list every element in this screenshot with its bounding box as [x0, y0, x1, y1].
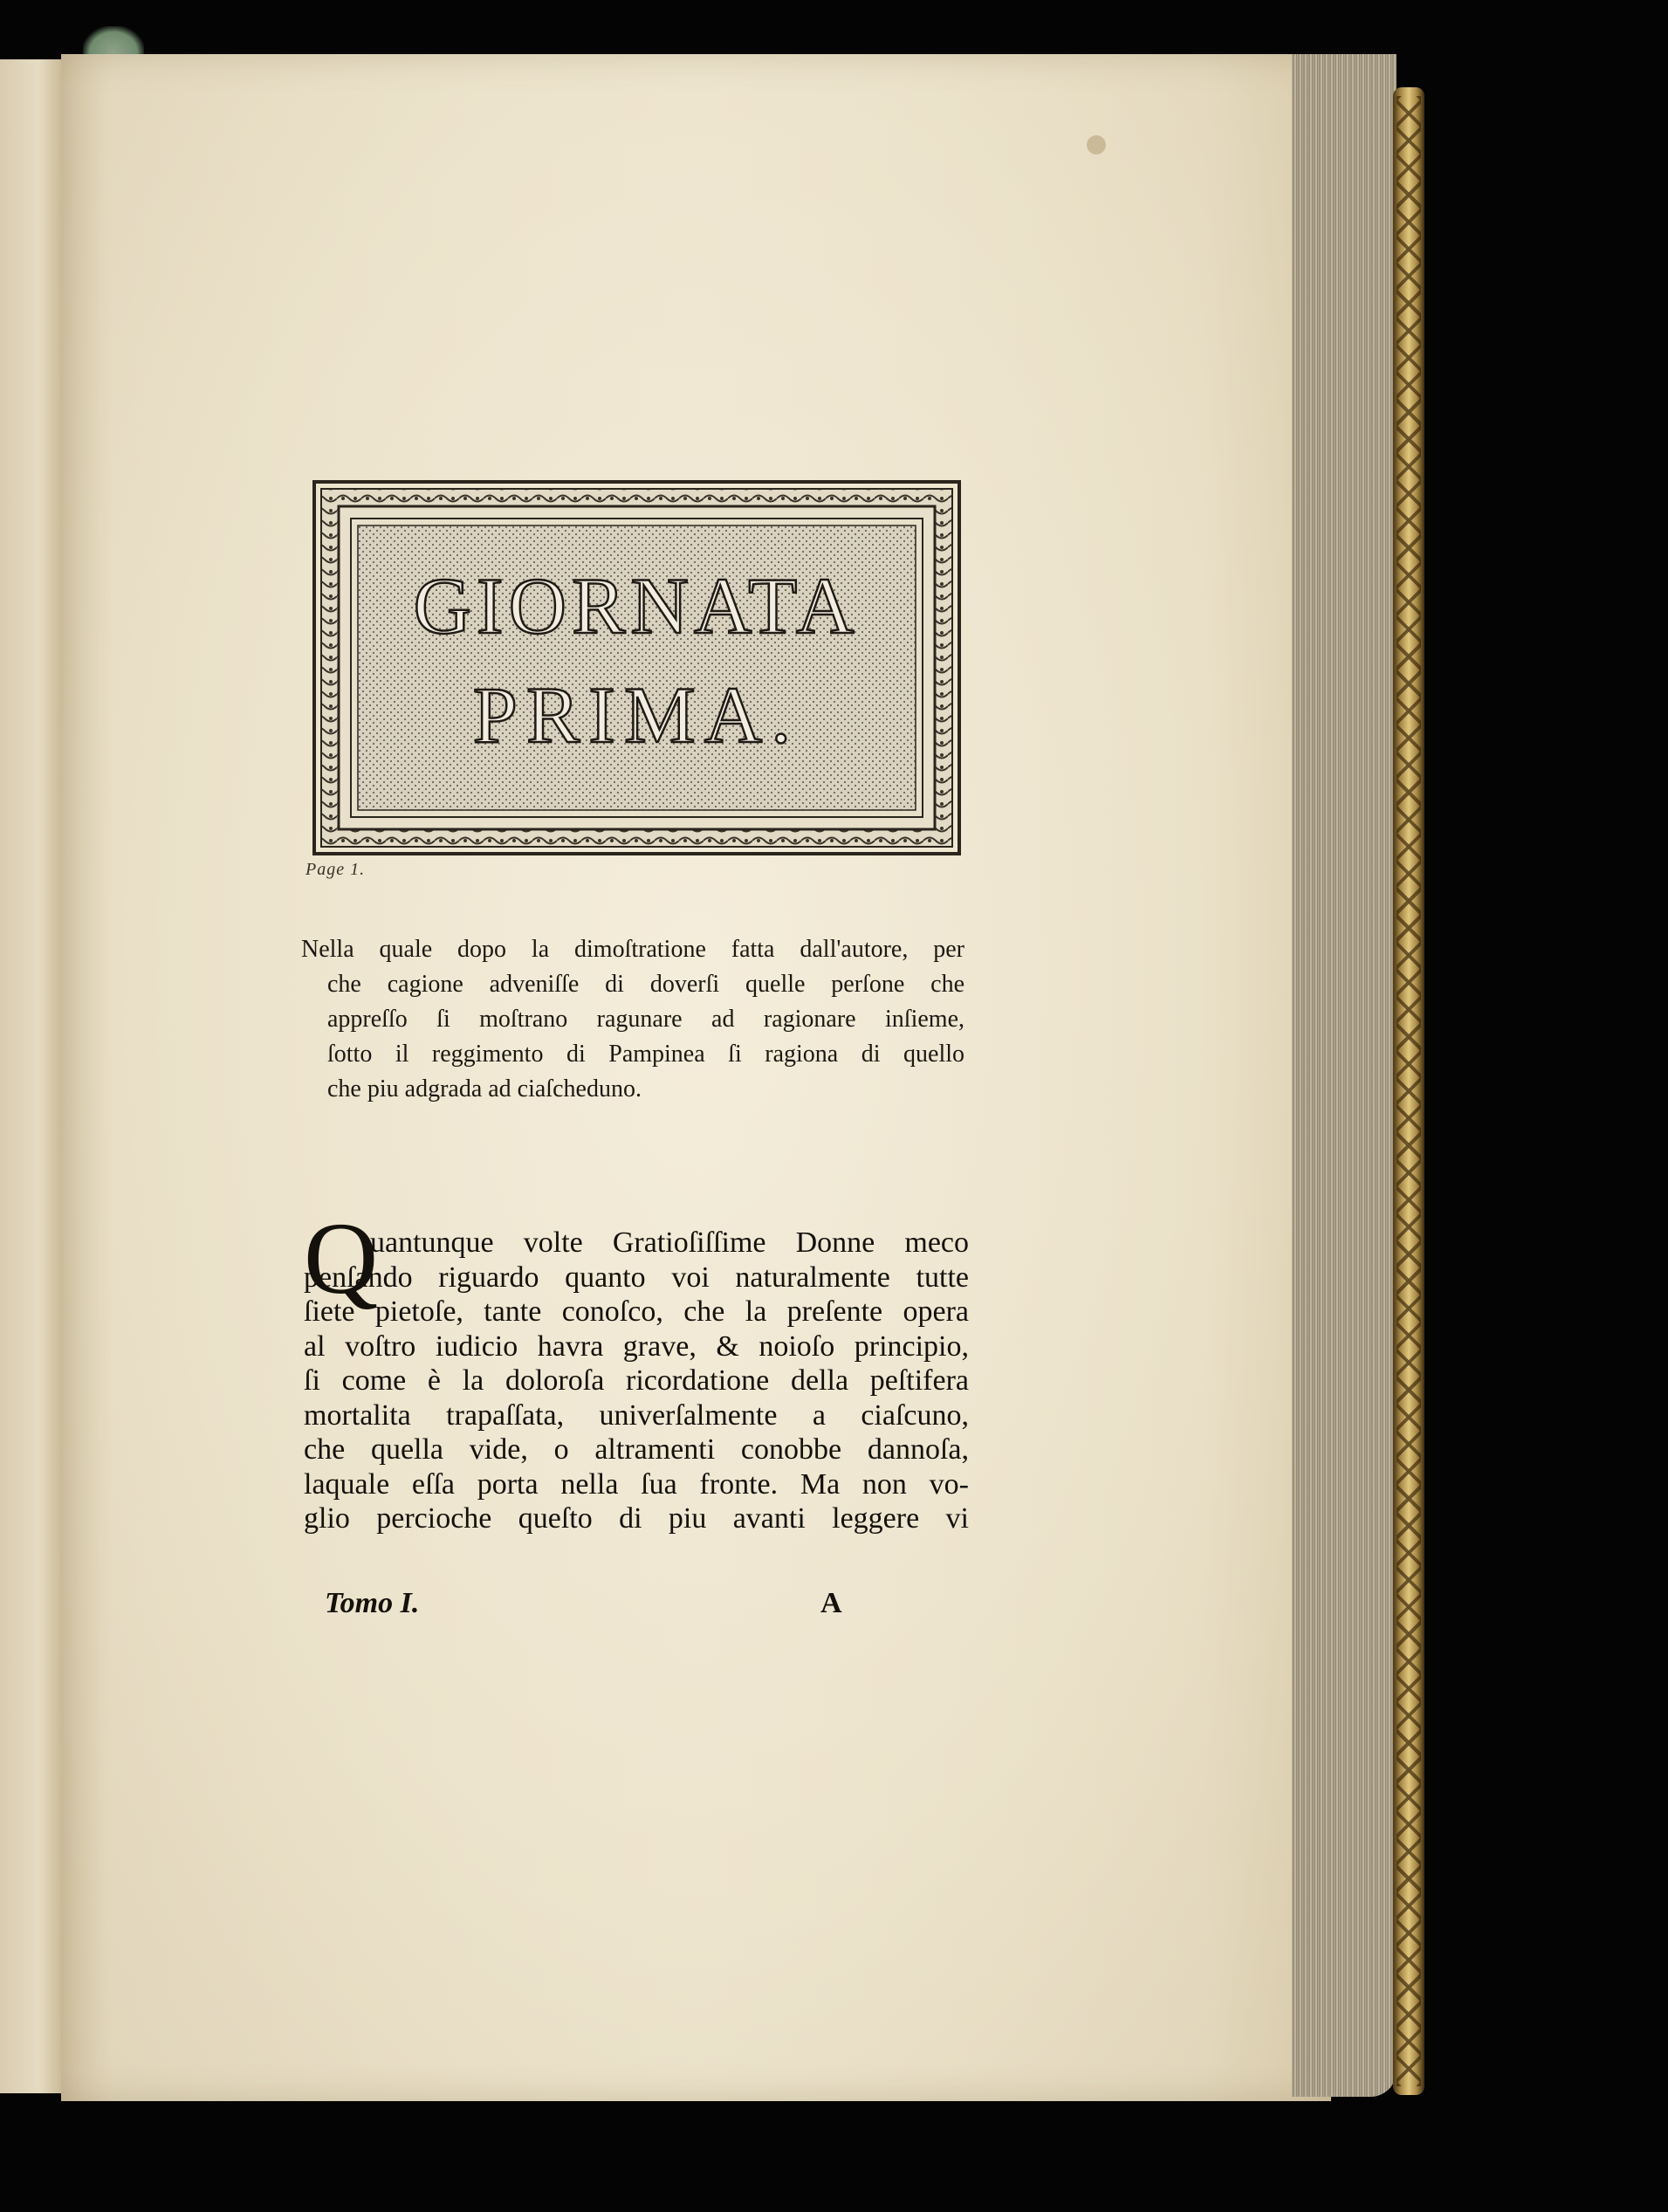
argument-line: Nella quale dopo la dimoſtratione fatta dall'autore, per	[301, 936, 964, 963]
body-line: ſiete pietoſe, tante conoſco, che la preſente opera	[304, 1295, 969, 1328]
argument-line: che piu adgrada ad ciaſcheduno.	[327, 1075, 642, 1103]
body-line: uantunque volte Gratioſiſſime Donne meco	[370, 1226, 969, 1259]
engraved-title-plate	[312, 480, 961, 855]
volume-label: Tomo I.	[325, 1587, 420, 1619]
signature-mark: A	[820, 1587, 842, 1619]
body-line: glio percioche queſto di piu avanti leggere vi	[304, 1502, 969, 1535]
page-edges	[1292, 54, 1397, 2097]
body-line: penſando riguardo quanto voi naturalmente tutte	[304, 1261, 969, 1294]
body-line: ſi come è la doloroſa ricordatione della peſtifera	[304, 1364, 969, 1397]
chapter-argument	[301, 932, 964, 1107]
body-line: al voſtro iudicio havra grave, & noioſo principio,	[304, 1329, 969, 1363]
foxing-spot	[1087, 135, 1106, 155]
plate-title-line2: PRIMA.	[472, 670, 800, 759]
body-line: che quella vide, o altramenti conobbe dannoſa,	[304, 1433, 969, 1466]
body-line: laquale eſſa porta nella ſua fronte. Ma non vo-	[304, 1467, 969, 1501]
body-text	[304, 1201, 969, 1536]
gilt-edge-decoration	[1397, 96, 1421, 2086]
argument-line: che cagione adveniſſe di doverſi quelle perſone che	[327, 971, 964, 998]
argument-line: appreſſo ſi moſtrano ragunare ad ragionare inſieme,	[327, 1006, 964, 1033]
argument-line: ſotto il reggimento di Pampinea ſi ragiona di quello	[327, 1041, 964, 1068]
signature-line	[325, 1587, 848, 1620]
left-page-edge	[0, 59, 70, 2093]
plate-title-line1: GIORNATA	[413, 561, 860, 650]
body-line: mortalita trapaſſata, univerſalmente a ciaſcuno,	[304, 1398, 969, 1432]
drop-cap: Q	[304, 1201, 379, 1316]
plate-caption: Page 1.	[305, 860, 366, 879]
